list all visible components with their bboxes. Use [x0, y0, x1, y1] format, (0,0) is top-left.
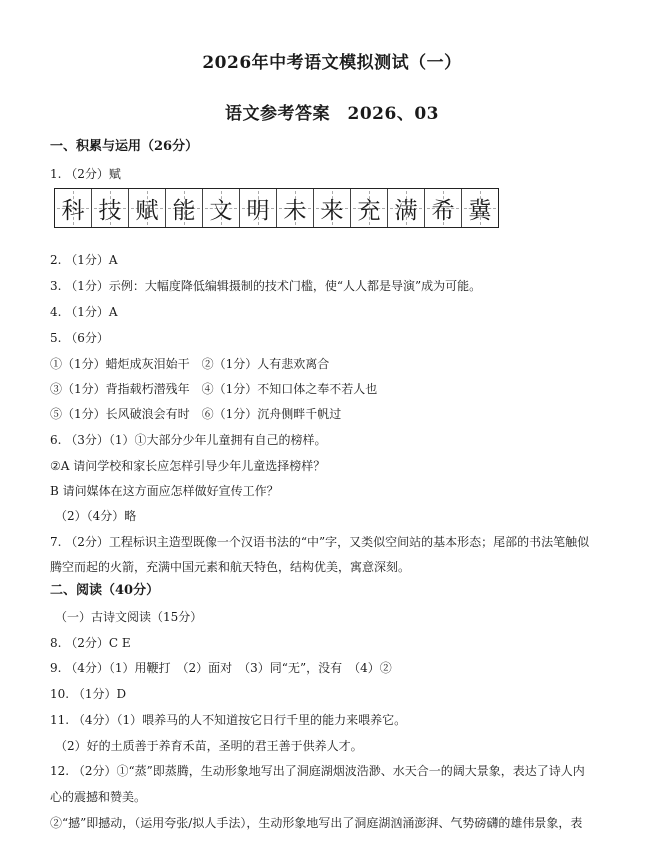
answer-q5-line: ③（1分）背指载朽潜残年 ④（1分）不知口体之奉不若人也 [50, 382, 378, 396]
answer-q7-line: 腾空而起的火箭，充满中国元素和航天特色，结构优美，寓意深刻。 [50, 560, 411, 574]
grid-char: 冀 [468, 197, 492, 224]
grid-cell [277, 189, 314, 227]
answer-q3: 3. （1分）示例：大幅度降低编辑摄制的技术门槛，使“人人都是导演”成为可能。 [50, 279, 482, 293]
answer-q12-line: ②“撼”即撼动，（运用夸张/拟人手法），生动形象地写出了洞庭湖汹涌澎湃、气势磅礴的雄伟景象，表 [50, 816, 583, 830]
answer-q7: 7. （2分）工程标识主造型既像一个汉语书法的“中”字，又类似空间站的基本形态；尾部的书法笔触似 [50, 535, 590, 549]
answer-q2: 2. （1分）A [50, 253, 118, 267]
grid-cell [425, 189, 462, 227]
grid-char: 科 [61, 197, 85, 224]
answer-q12-line: 心的震撼和赞美。 [50, 790, 147, 804]
answer-q11-line: （2）好的土质善于养育禾苗，圣明的君王善于供养人才。 [55, 739, 363, 753]
answer-q5-line: ①（1分）蜡炬成灰泪始干 ②（1分）人有悲欢离合 [50, 357, 330, 371]
grid-cell [388, 189, 425, 227]
grid-char: 技 [98, 197, 122, 224]
grid-cell [129, 189, 166, 227]
character-grid [54, 188, 499, 228]
subsection-heading: （一）古诗文阅读（15分） [55, 610, 203, 624]
answer-q11: 11. （4分）（1）喂养马的人不知道按它日行千里的能力来喂养它。 [50, 713, 407, 727]
grid-char: 赋 [135, 197, 159, 224]
answer-q8: 8. （2分）C E [50, 636, 131, 650]
answer-q9: 9. （4分）（1）用鞭打 （2）面对 （3）同“无”，没有 （4）② [50, 661, 392, 675]
grid-char: 明 [246, 197, 270, 224]
grid-cell [92, 189, 129, 227]
answer-q5: 5. （6分） [50, 331, 109, 345]
section-heading-1: 一、积累与运用（26分） [50, 139, 199, 154]
grid-cell [314, 189, 351, 227]
grid-cell [351, 189, 388, 227]
grid-char: 满 [394, 197, 418, 224]
answer-q6-line: B 请问媒体在这方面应怎样做好宣传工作？ [50, 484, 279, 498]
document-subtitle: 语文参考答案 2026、03 [225, 104, 439, 124]
grid-cell [203, 189, 240, 227]
answer-q6-line: ②A 请问学校和家长应怎样引导少年儿童选择榜样？ [50, 459, 326, 473]
answer-q12: 12. （2分）①“蒸”即蒸腾，生动形象地写出了洞庭湖烟波浩渺、水天合一的阔大景象，表达了诗人内 [50, 764, 585, 778]
section-heading-2: 二、阅读（40分） [50, 583, 160, 598]
grid-cell [240, 189, 277, 227]
answer-q6: 6. （3分）（1）①大部分少年儿童拥有自己的榜样。 [50, 433, 327, 447]
grid-cell [166, 189, 203, 227]
grid-char: 文 [209, 197, 233, 224]
answer-q4: 4. （1分）A [50, 305, 118, 319]
answer-q1: 1. （2分）赋 [50, 167, 121, 181]
answer-q5-line: ⑤（1分）长风破浪会有时 ⑥（1分）沉舟侧畔千帆过 [50, 407, 342, 421]
grid-char: 希 [431, 197, 455, 224]
grid-cell [462, 189, 498, 227]
document-title: 2026年中考语文模拟测试（一） [202, 53, 462, 73]
grid-cell [55, 189, 92, 227]
grid-char: 来 [320, 197, 344, 224]
grid-char: 未 [283, 197, 307, 224]
answer-q6-line: （2）（4分）略 [55, 509, 137, 523]
grid-char: 充 [357, 197, 381, 224]
grid-char: 能 [172, 197, 196, 224]
answer-q10: 10. （1分）D [50, 687, 127, 701]
